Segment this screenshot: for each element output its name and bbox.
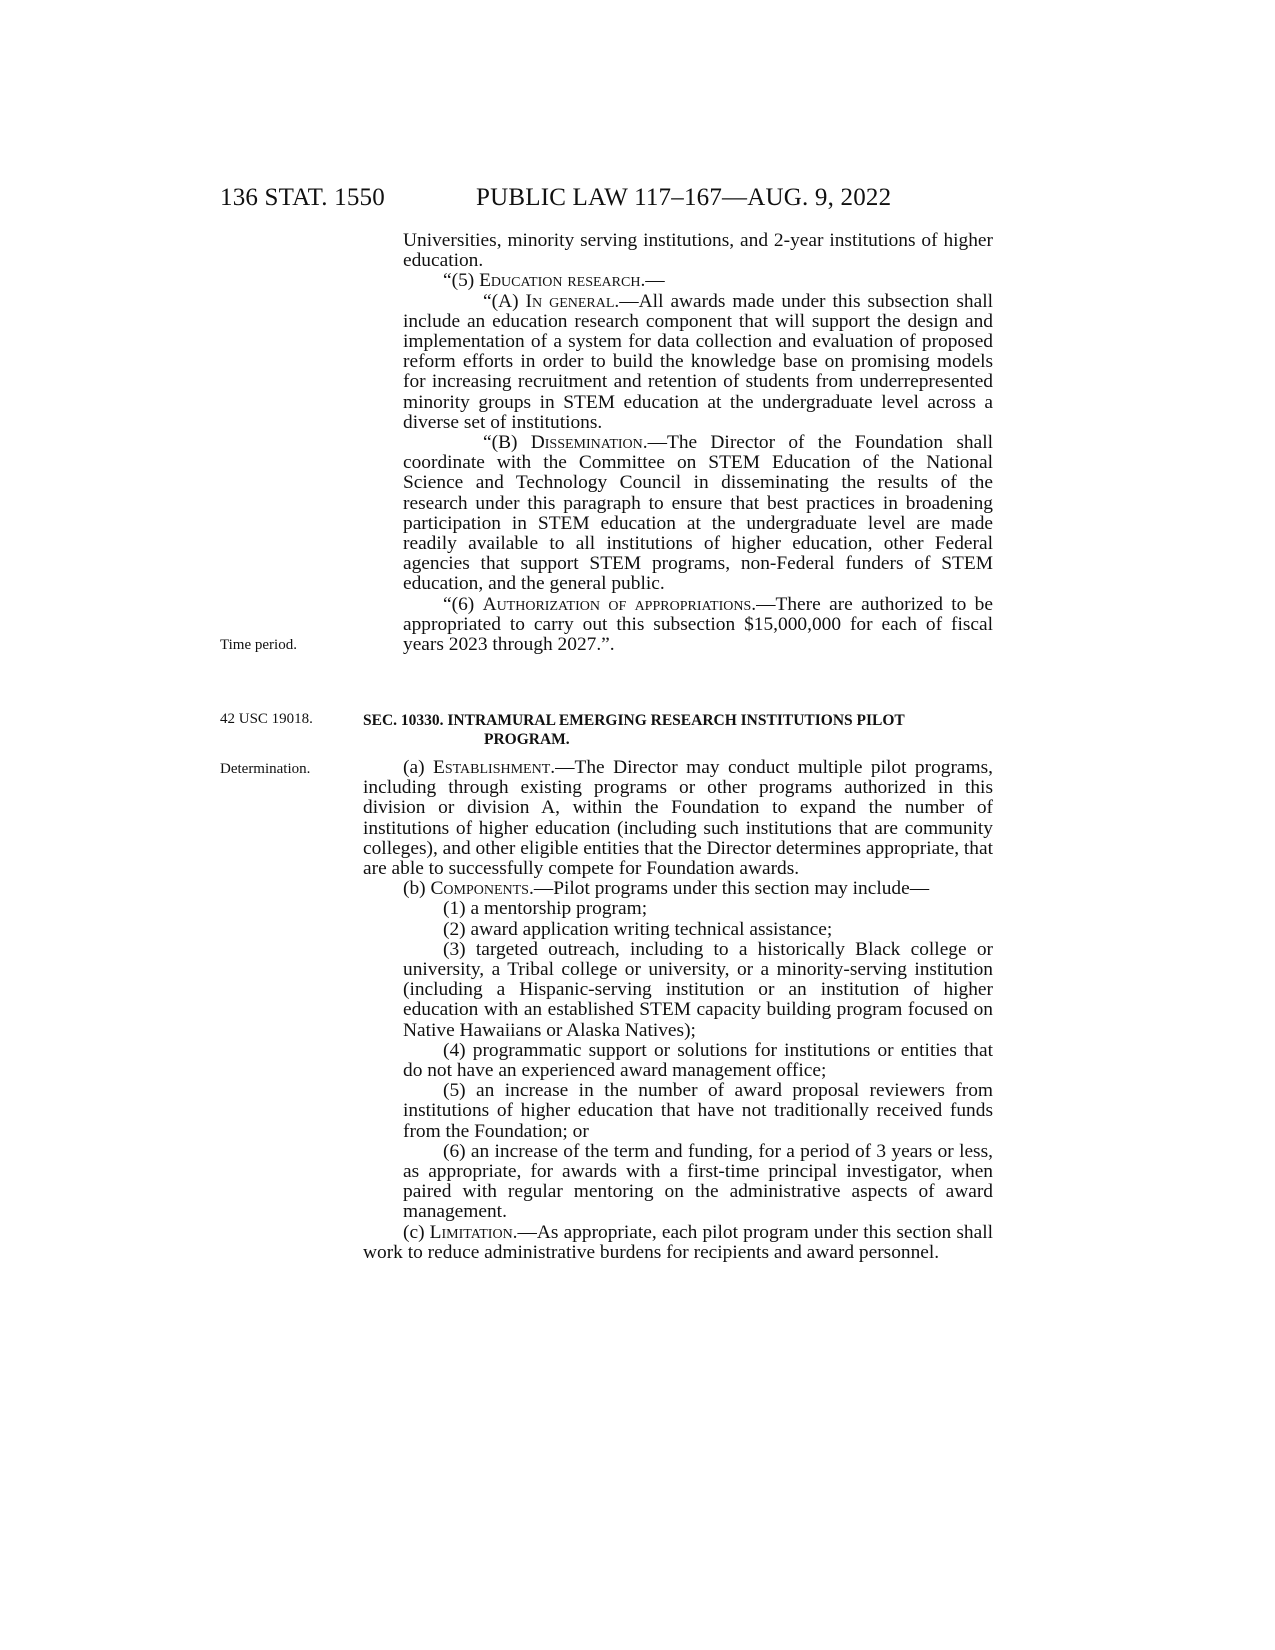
- paragraph-heading: Dissemination.: [530, 432, 648, 454]
- list-item: (5) an increase in the number of award proposal reviewers from institutions of higher education that have not traditionally received funds from the Foundation; or: [403, 1080, 993, 1142]
- subsection-c: (c) Limitation.—As appropriate, each pilot program under this section shall work to reduce administrative burdens for recipients and award personnel.: [363, 1221, 993, 1263]
- running-header-title: PUBLIC LAW 117–167—AUG. 9, 2022: [476, 184, 892, 211]
- statute-text-upper: [403, 231, 993, 655]
- subparagraph-a: “(A) In general.—All awards made under this subsection shall include an education research component that will support the design and implementation of a system for data collection and evaluation of proposed reform efforts in order to build the knowledge base on promising models for increasing recruitment and retention of students from underrepresented minority groups in STEM education at the undergraduate level across a diverse set of institutions.: [403, 290, 994, 433]
- paragraph-heading: Authorization of appropriations.: [482, 593, 757, 615]
- page-reference: 136 STAT. 1550: [220, 184, 385, 211]
- subparagraph-b: “(B) Dissemination.—The Director of the Foundation shall coordinate with the Committee on STEM Education of the National Science and Technology Council in disseminating the results of the research under this paragraph to ensure that best practices in broadening participation in STEM education at the undergraduate level are made readily available to all institutions of higher education, other Federal agencies that support STEM programs, non-Federal funders of STEM education, and the general public.: [403, 432, 993, 595]
- margin-note-determination: Determination.: [220, 761, 311, 777]
- subsection-heading: Limitation.: [429, 1221, 518, 1243]
- margin-note-time-period: Time period.: [220, 637, 297, 653]
- paragraph-6: “(6) Authorization of appropriations.—There are authorized to be appropriated to carry out this subsection $15,000,000 for each of fiscal years 2023 through 2027.”.: [403, 593, 993, 656]
- paragraph-5: “(5) Education research.—: [443, 270, 665, 292]
- margin-note-usc: 42 USC 19018.: [220, 711, 313, 727]
- subsection-b: (b) Components.—Pilot programs under this section may include—: [403, 878, 930, 900]
- continued-paragraph: Universities, minority serving institutions, and 2-year institutions of higher education.: [403, 230, 993, 272]
- subsection-a: (a) Establishment.—The Director may conduct multiple pilot programs, including through existing programs or other programs authorized in this division or division A, within the Foundation to expand the number of institutions of higher education (including such institutions that are community colleges), and other eligible entities that the Director determines appropriate, that are able to successfully compete for Foundation awards.: [363, 757, 993, 880]
- section-heading: [363, 711, 993, 749]
- section-heading-line-2: PROGRAM.: [484, 731, 570, 748]
- list-item: (6) an increase of the term and funding, for a period of 3 years or less, as appropriate, for awards with a first-time principal investigator, when paired with regular mentoring on the administrative aspects of award management.: [403, 1140, 993, 1223]
- section-heading-line-1: SEC. 10330. INTRAMURAL EMERGING RESEARCH INSTITUTIONS PILOT: [363, 712, 905, 729]
- statute-text-lower: [363, 758, 993, 1263]
- subsection-heading: Components.: [430, 878, 534, 900]
- subsection-heading: Establishment.: [432, 757, 556, 778]
- list-item: (4) programmatic support or solutions for institutions or entities that do not have an experienced award management office;: [403, 1039, 993, 1082]
- paragraph-heading: Education research.: [479, 270, 646, 292]
- list-item: (1) a mentorship program;: [443, 898, 648, 920]
- paragraph-heading: In general.: [525, 290, 620, 312]
- list-item: (3) targeted outreach, including to a historically Black college or university, a Tribal college or university, or a minority-serving institution (including a Hispanic-serving institution or an institution of higher education with an established STEM capacity building program focused on Native Hawaiians or Alaska Natives);: [403, 938, 993, 1041]
- list-item: (2) award application writing technical assistance;: [443, 918, 833, 940]
